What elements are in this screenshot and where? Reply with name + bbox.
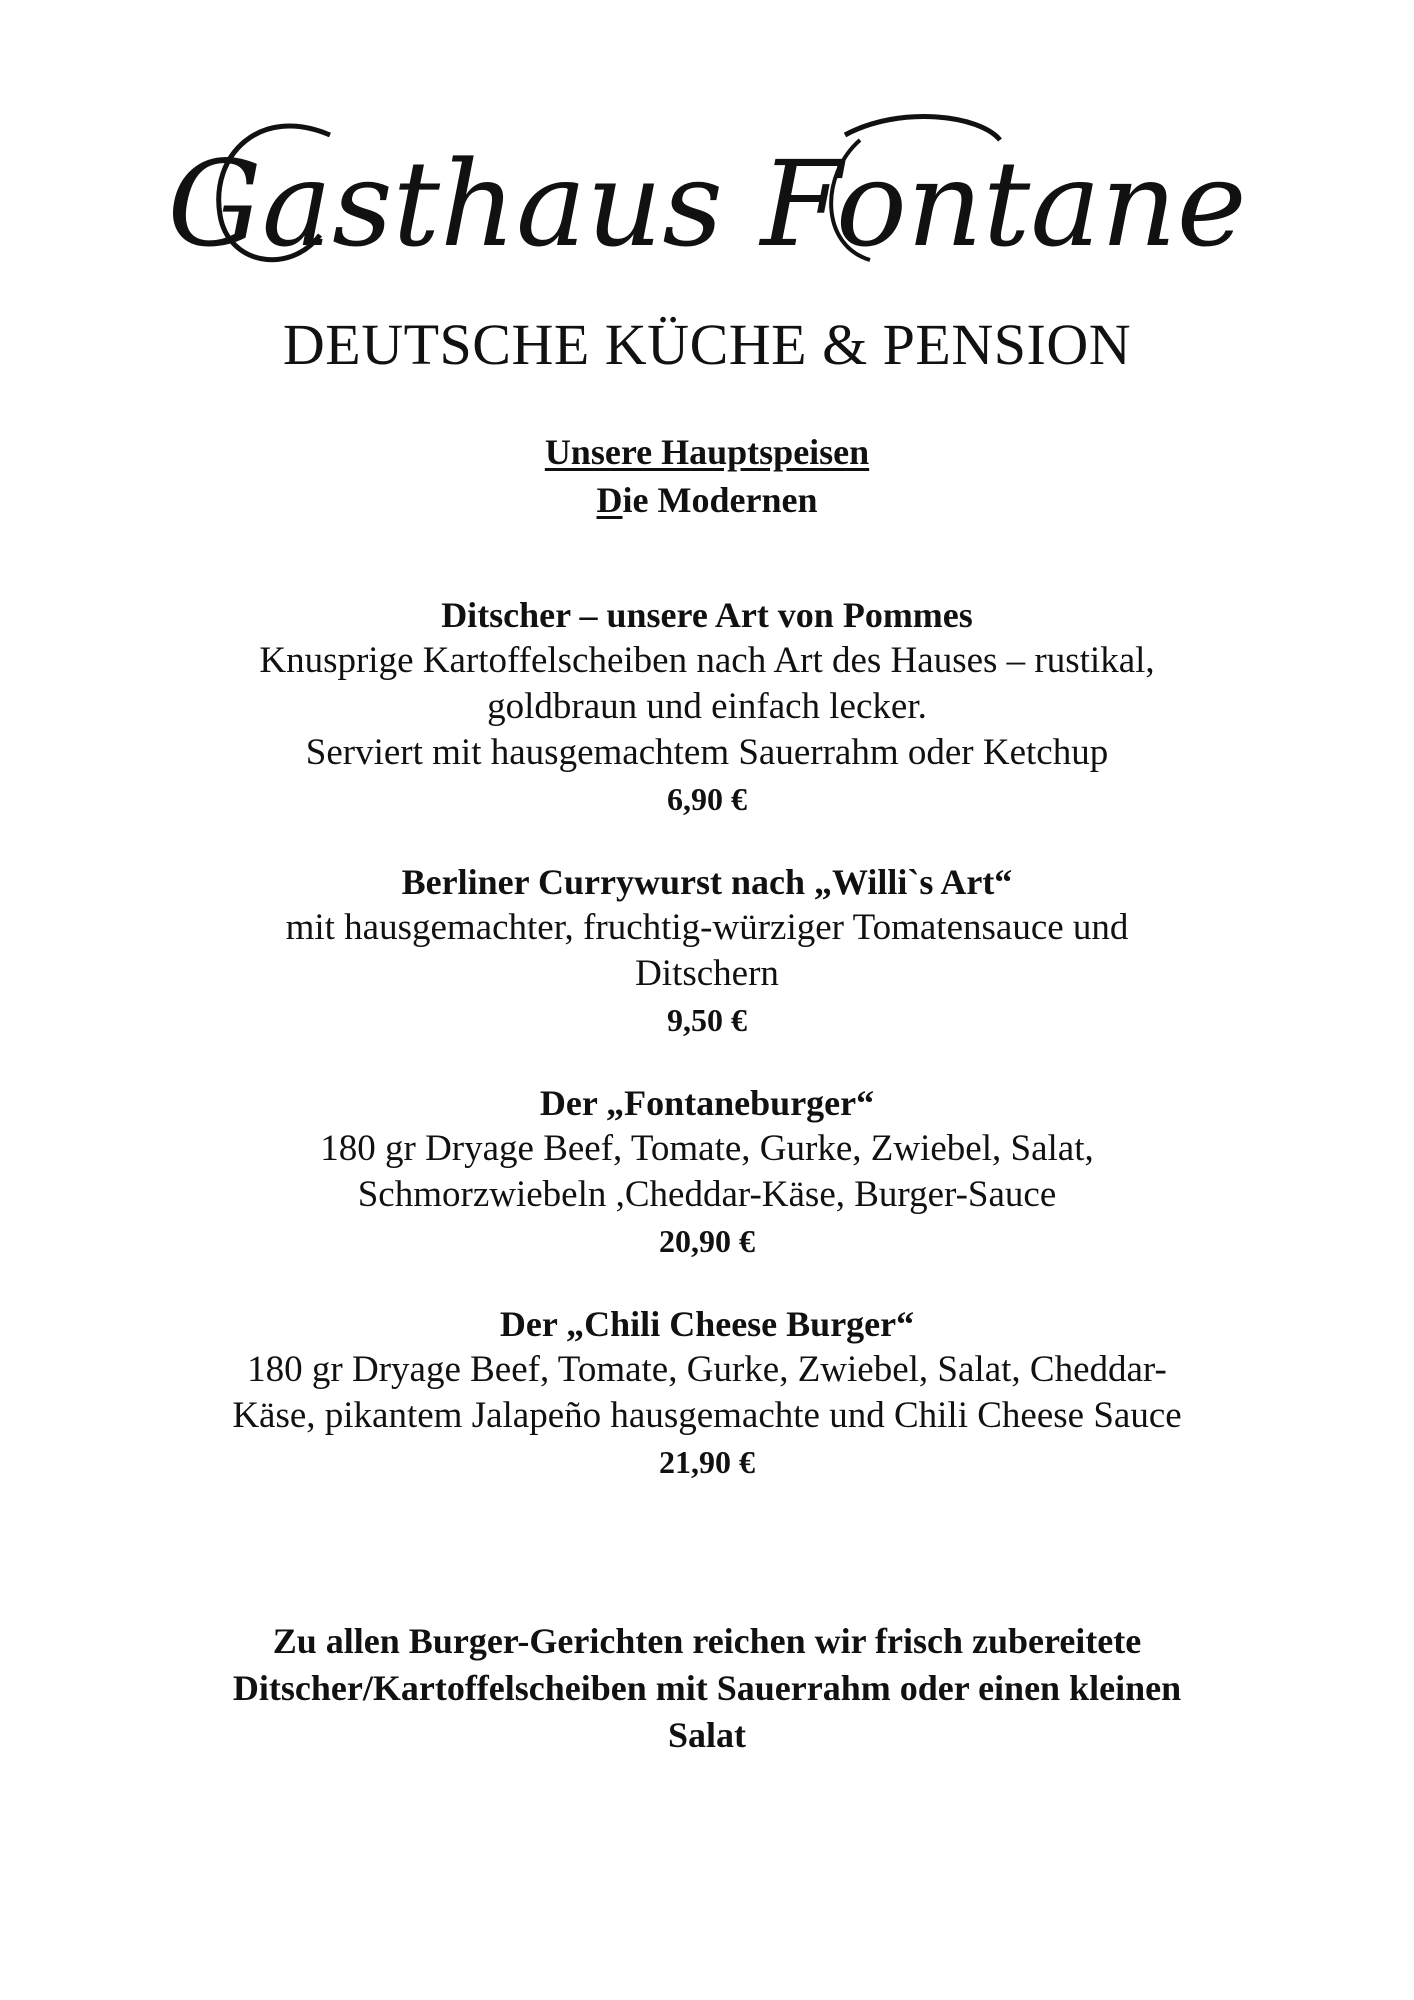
section-headings <box>0 428 1414 524</box>
dish-name: Ditscher – unsere Art von Pommes <box>441 595 973 635</box>
dish-description <box>147 905 1267 997</box>
dish-description <box>147 1126 1267 1218</box>
dish-description-line: 180 gr Dryage Beef, Tomate, Gurke, Zwiebel, Salat, <box>320 1128 1094 1169</box>
dish-name: Berliner Currywurst nach „Willi`s Art“ <box>401 862 1013 902</box>
dish-price: 6,90 € <box>667 781 747 817</box>
dish-name: Der „Chili Cheese Burger“ <box>499 1304 915 1344</box>
script-logo-graphic <box>0 95 1414 295</box>
dish-description-line: Ditschern <box>635 953 779 994</box>
logo <box>0 95 1414 295</box>
dish-description-line: 180 gr Dryage Beef, Tomate, Gurke, Zwiebel, Salat, Cheddar- <box>247 1349 1167 1390</box>
dish-list <box>0 592 1414 1522</box>
section-title: Unsere Hauptspeisen <box>544 432 870 472</box>
dish-item <box>0 1080 1414 1264</box>
dish-name: Der „Fontaneburger“ <box>539 1083 875 1123</box>
dish-description-line: Käse, pikantem Jalapeño hausgemachte und Chili Cheese Sauce <box>232 1395 1182 1436</box>
logo-subtitle: DEUTSCHE KÜCHE & PENSION <box>282 312 1132 377</box>
dish-description-line: Knusprige Kartoffelscheiben nach Art des Hauses – rustikal, <box>259 640 1155 681</box>
dish-description <box>147 638 1267 776</box>
side-dish-note <box>0 1618 1414 1759</box>
logo-text: Gasthaus Fontane <box>167 135 1247 273</box>
dish-item <box>0 1301 1414 1485</box>
dish-item <box>0 859 1414 1043</box>
dish-price: 21,90 € <box>659 1444 755 1480</box>
dish-price: 20,90 € <box>659 1223 755 1259</box>
section-subtitle-rest: ie Modernen <box>622 480 818 520</box>
side-dish-note-line: Ditscher/Kartoffelscheiben mit Sauerrahm oder einen kleinen <box>232 1668 1182 1708</box>
side-dish-note-line: Zu allen Burger-Gerichten reichen wir frisch zubereitete <box>272 1621 1142 1661</box>
dish-price: 9,50 € <box>667 1002 747 1038</box>
section-subtitle-initial: D <box>596 480 623 520</box>
dish-description-line: Schmorzwiebeln ,Cheddar-Käse, Burger-Sauce <box>357 1174 1057 1215</box>
dish-item <box>0 592 1414 822</box>
dish-description-line: goldbraun und einfach lecker. <box>487 686 927 727</box>
dish-description-line: mit hausgemachter, fruchtig-würziger Tomatensauce und <box>285 907 1129 948</box>
side-dish-note-line: Salat <box>667 1715 746 1755</box>
section-subtitle <box>597 480 818 520</box>
dish-description <box>147 1347 1267 1439</box>
dish-description-line: Serviert mit hausgemachtem Sauerrahm oder Ketchup <box>305 732 1109 773</box>
